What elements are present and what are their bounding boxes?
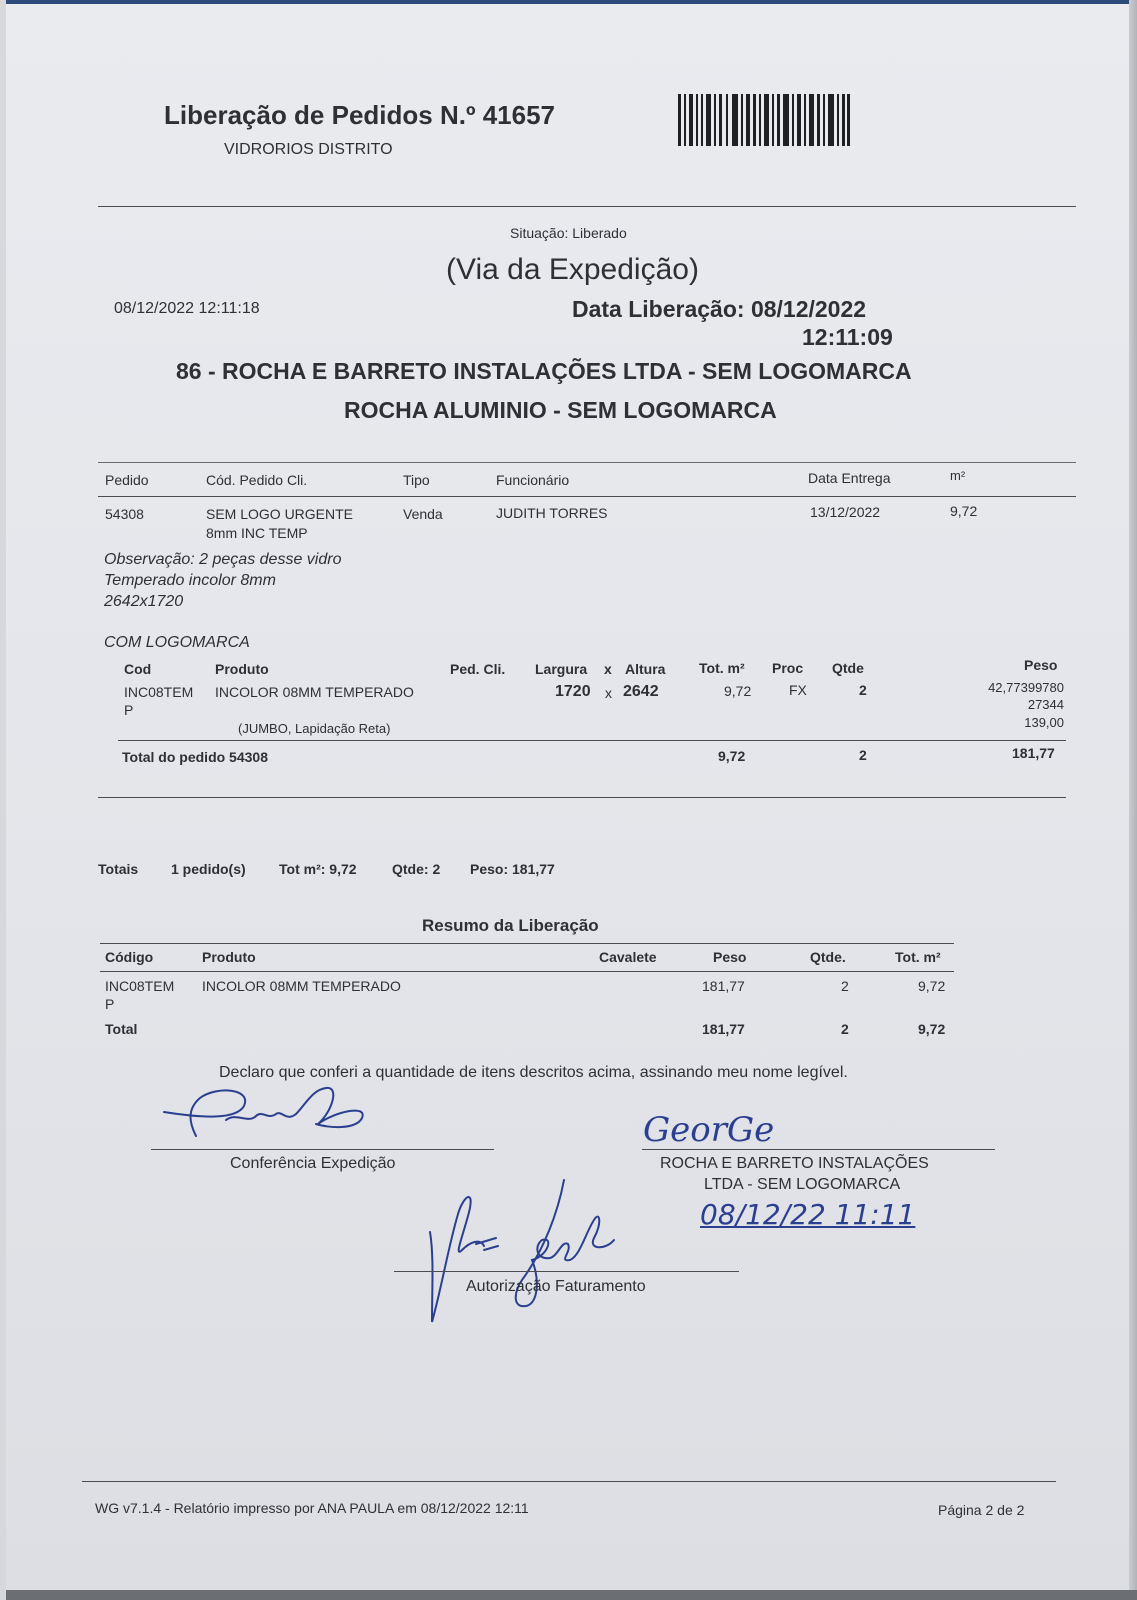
data-liberacao: Data Liberação: 08/12/2022 <box>572 296 867 322</box>
col-data-entrega: Data Entrega <box>808 470 891 486</box>
resumo-col-cavalete: Cavalete <box>599 949 657 965</box>
item-col-altura: Altura <box>625 661 666 677</box>
resumo-total-peso: 181,77 <box>702 1021 745 1037</box>
totais-peso: Peso: 181,77 <box>470 861 555 877</box>
resumo-col-codigo: Código <box>105 949 154 965</box>
item-col-qtde: Qtde <box>832 660 864 676</box>
resumo-col-qtde: Qtde. <box>810 949 846 965</box>
pedido-number: 54308 <box>105 506 144 522</box>
signature-cliente: GeorGe <box>643 1110 775 1150</box>
total-pedido-label: Total do pedido 54308 <box>122 749 268 765</box>
company-name: VIDRORIOS DISTRITO <box>224 141 393 158</box>
item-col-proc: Proc <box>772 660 804 676</box>
observacao-line-2: Temperado incolor 8mm <box>104 572 276 589</box>
footer-rule <box>82 1481 1056 1482</box>
scan-edge-top <box>6 0 1137 4</box>
resumo-tot-m2: 9,72 <box>918 978 946 994</box>
item-col-cod: Cod <box>124 661 152 677</box>
scan-edge-right <box>1129 0 1137 1600</box>
declaracao-text: Declaro que conferi a quantidade de itens descritos acima, assinando meu nome legível. <box>219 1064 848 1081</box>
group-label: COM LOGOMARCA <box>104 634 250 651</box>
totais-label: Totais <box>98 861 139 877</box>
resumo-title: Resumo da Liberação <box>422 916 599 935</box>
item-detail: (JUMBO, Lapidação Reta) <box>238 721 391 736</box>
total-pedido-qtde: 2 <box>859 747 867 763</box>
resumo-col-peso: Peso <box>713 949 747 965</box>
conferencia-label: Conferência Expedição <box>230 1155 396 1172</box>
resumo-produto: INCOLOR 08MM TEMPERADO <box>202 978 401 994</box>
resumo-total-tot-m2: 9,72 <box>918 1021 946 1037</box>
via-label: (Via da Expedição) <box>446 253 699 286</box>
document-title: Liberação de Pedidos N.º 41657 <box>164 100 555 130</box>
item-x: x <box>605 685 612 701</box>
resumo-col-produto: Produto <box>202 949 256 965</box>
item-produto: INCOLOR 08MM TEMPERADO <box>215 684 414 700</box>
pedido-top-rule <box>98 462 1076 463</box>
totais-pedidos: 1 pedido(s) <box>171 861 246 877</box>
item-tot-m2: 9,72 <box>724 683 752 699</box>
item-col-x: x <box>604 661 612 677</box>
item-qtde: 2 <box>859 682 867 698</box>
resumo-total-qtde: 2 <box>841 1021 849 1037</box>
items-total-rule <box>118 740 1066 741</box>
item-proc: FX <box>789 682 807 698</box>
resumo-col-tot-m2: Tot. m² <box>895 949 941 965</box>
scan-edge-bottom <box>6 1590 1137 1600</box>
cod-cli-line-1: SEM LOGO URGENTE <box>206 506 354 522</box>
item-col-tot-m2: Tot. m² <box>699 660 745 676</box>
signature-conferencia <box>156 1084 396 1146</box>
situacao-label: Situação: Liberado <box>510 225 627 241</box>
cliente-label-2: LTDA - SEM LOGOMARCA <box>704 1176 901 1193</box>
item-col-ped-cli: Ped. Cli. <box>450 661 506 677</box>
cod-cli-line-2: 8mm INC TEMP <box>206 525 308 541</box>
item-largura: 1720 <box>555 683 591 700</box>
resumo-codigo-line-1: INC08TEM <box>105 978 175 994</box>
totais-m2: Tot m²: 9,72 <box>279 861 357 877</box>
barcode-image <box>678 94 850 146</box>
observacao-line-3: 2642x1720 <box>104 593 184 610</box>
item-peso-line-2: 27344 <box>1027 697 1064 712</box>
conferencia-line <box>151 1149 494 1150</box>
item-cod-line-1: INC08TEM <box>124 684 194 700</box>
col-m2: m² <box>950 468 966 483</box>
resumo-peso: 181,77 <box>702 978 745 994</box>
resumo-total-label: Total <box>105 1021 138 1037</box>
pedido-tipo: Venda <box>403 506 443 522</box>
item-peso-line-1: 42,77399780 <box>988 680 1064 695</box>
footer-page-number: Página 2 de 2 <box>938 1502 1025 1518</box>
item-cod-line-2: P <box>124 702 134 718</box>
item-peso-line-3: 139,00 <box>1024 715 1064 730</box>
pedido-m2: 9,72 <box>950 503 978 519</box>
total-pedido-m2: 9,72 <box>718 748 746 764</box>
resumo-qtde: 2 <box>841 978 849 994</box>
footer-printed-by: WG v7.1.4 - Relatório impresso por ANA PAULA em 08/12/2022 12:11 <box>95 1500 529 1516</box>
signature-autorizacao <box>418 1176 638 1324</box>
col-cod-cli: Cód. Pedido Cli. <box>206 472 308 488</box>
observacao-line-1: Observação: 2 peças desse vidro <box>104 551 342 568</box>
cliente-line <box>642 1149 995 1150</box>
cliente-label-1: ROCHA E BARRETO INSTALAÇÕES <box>660 1155 929 1172</box>
header-divider <box>98 206 1076 207</box>
col-funcionario: Funcionário <box>496 472 570 488</box>
resumo-codigo-line-2: P <box>105 996 115 1012</box>
resumo-top-rule <box>100 943 954 944</box>
cliente-handwritten-date: 08/12/22 11:11 <box>700 1198 916 1231</box>
pedido-data-entrega: 13/12/2022 <box>810 504 881 520</box>
item-col-produto: Produto <box>215 661 269 677</box>
print-datetime: 08/12/2022 12:11:18 <box>114 300 260 317</box>
col-tipo: Tipo <box>403 472 430 488</box>
resumo-header-rule <box>100 971 954 972</box>
hora-liberacao: 12:11:09 <box>802 324 893 350</box>
item-col-peso: Peso <box>1024 657 1058 673</box>
pedido-funcionario: JUDITH TORRES <box>496 505 608 521</box>
cliente-linha-2: ROCHA ALUMINIO - SEM LOGOMARCA <box>344 397 777 423</box>
pedido-header-rule <box>98 496 1076 497</box>
cliente-linha-1: 86 - ROCHA E BARRETO INSTALAÇÕES LTDA - SEM LOGOMARCA <box>176 358 912 384</box>
totais-qtde: Qtde: 2 <box>392 861 441 877</box>
col-pedido: Pedido <box>105 472 149 488</box>
item-altura: 2642 <box>623 683 659 700</box>
autorizacao-label: Autorização Faturamento <box>466 1278 646 1295</box>
total-pedido-peso: 181,77 <box>1012 745 1055 761</box>
autorizacao-line <box>394 1271 739 1272</box>
item-col-largura: Largura <box>535 661 588 677</box>
items-bottom-rule <box>98 797 1066 798</box>
